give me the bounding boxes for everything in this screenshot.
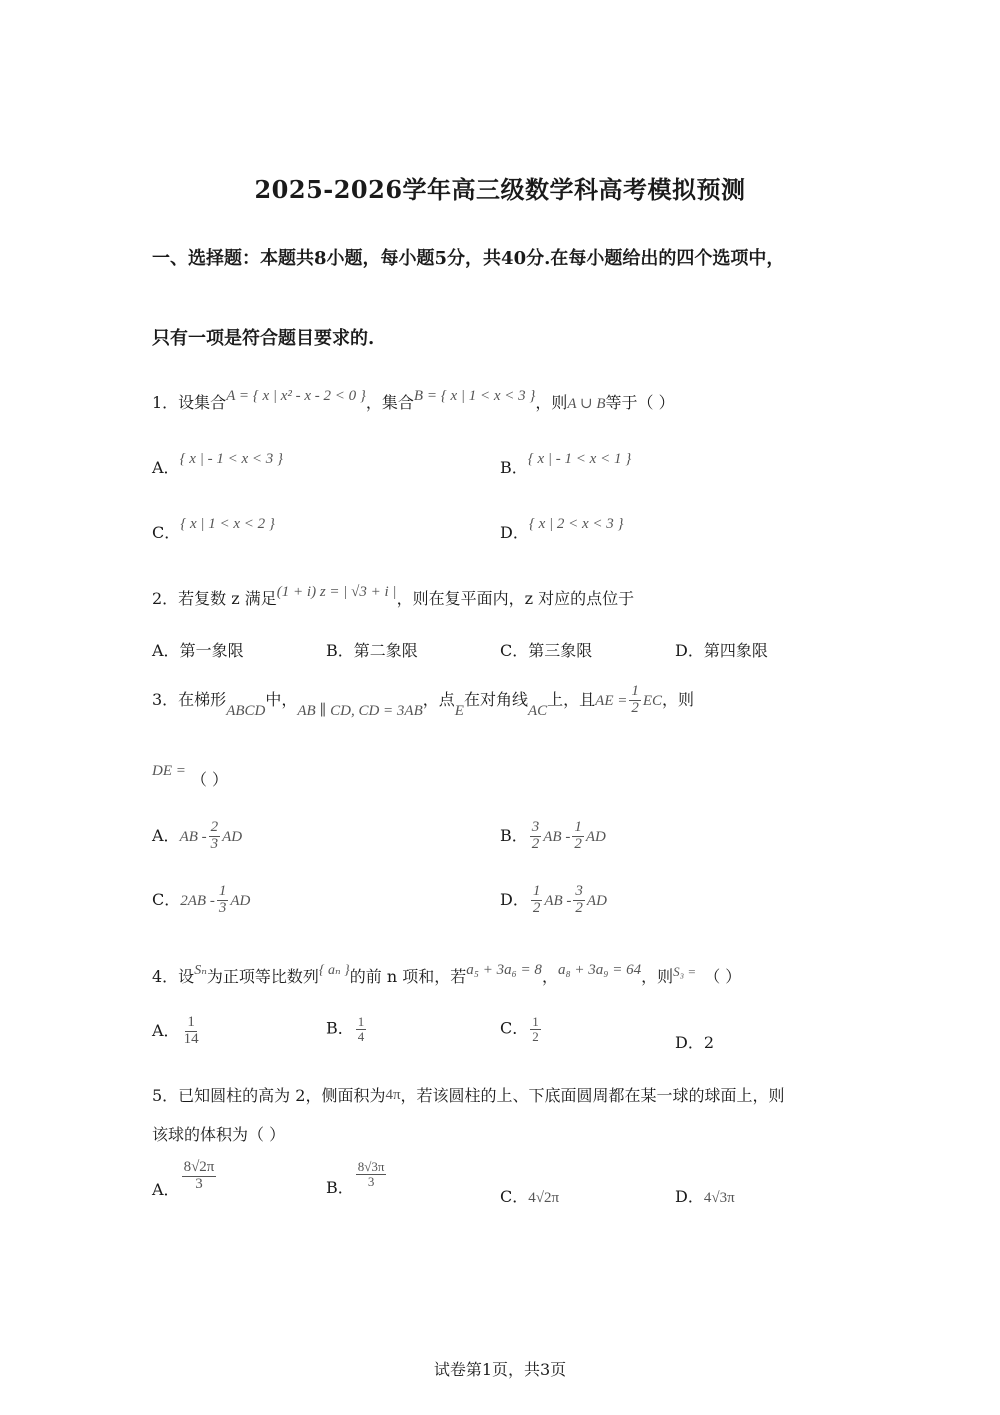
question-5-stem: 5．已知圆柱的高为 2，侧面积为4π，若该圆柱的上、下底面圆周都在某一球的球面上，则 — [152, 1086, 785, 1105]
question-3-stem: 3．在梯形ABCD中，AB ∥ CD, CD = 3AB，点E在对角线AC上，且AE = $\frac{1}{2}$ EC，则 — [152, 683, 695, 719]
question-5-option-d: D．4√3π — [675, 1187, 735, 1206]
question-1-stem: 1．设集合A = { x | x² - x - 2 < 0 }，集合B = { x | 1 < x < 3 }，则A ∪ B等于（ ） — [152, 388, 675, 412]
math-condition-1: a₅ + 3a₆ = 8 — [466, 962, 542, 978]
math-set-b: B = { x | 1 < x < 3 } — [413, 388, 536, 404]
question-3-stem-line2: DE = （ ） — [152, 763, 229, 789]
page-footer: 试卷第1页，共3页 — [433, 1360, 567, 1379]
question-3-option-c: C．2AB - $\frac{1}{3}$ AD — [152, 883, 251, 916]
question-4-option-c: C． $\frac{1}{2}$ — [500, 1014, 539, 1044]
question-2-option-c: C．第三象限 — [500, 641, 593, 660]
section-heading-line2: 只有一项是符合题目要求的. — [152, 328, 375, 349]
question-1-option-a: A．{ x | - 1 < x < 3 } — [152, 451, 283, 477]
question-5-stem-line2: 该球的体积为（ ） — [152, 1125, 286, 1144]
question-5-option-a: A． $\frac{8√2\pi}{3}$ — [152, 1159, 215, 1199]
page-title: 2025-2026学年高三级数学科高考模拟预测 — [254, 175, 746, 204]
question-2-option-d: D．第四象限 — [675, 641, 768, 660]
question-5-option-b: B． $\frac{8√3\pi}{3}$ — [326, 1159, 385, 1197]
math-complex-eq: (1 + i) z = | √3 + i | — [276, 584, 397, 600]
question-5-option-c: C．4√2π — [500, 1187, 560, 1206]
math-union: A ∪ B — [567, 396, 606, 412]
question-4-option-a: A． $\frac{1}{14}$ — [152, 1014, 199, 1047]
question-4-stem: 4．设Sₙ为正项等比数列{ aₙ }的前 n 项和，若a₅ + 3a₆ = 8，a₈ + 3a₉ = 64，则$^{S_3 =}$ （ ） — [152, 962, 742, 986]
question-4-option-d: D．2 — [675, 1033, 715, 1052]
math-condition: AB ∥ CD, CD = 3AB — [297, 702, 423, 719]
question-3-option-d: D． $\frac{1}{2}$ AB - $\frac{3}{2}$ AD — [500, 883, 607, 916]
question-1-option-d: D．{ x | 2 < x < 3 } — [500, 516, 624, 542]
section-heading-line1: 一、选择题：本题共8小题，每小题5分，共40分.在每小题给出的四个选项中， — [152, 248, 785, 269]
math-set-a: A = { x | x² - x - 2 < 0 } — [226, 388, 366, 404]
question-1-option-b: B．{ x | - 1 < x < 1 } — [500, 451, 632, 477]
question-2-option-a: A．第一象限 — [152, 641, 244, 660]
question-3-option-a: A．AB - $\frac{2}{3}$ AD — [152, 819, 243, 852]
question-2-option-b: B．第二象限 — [326, 641, 418, 660]
question-3-option-b: B． $\frac{3}{2}$ AB - $\frac{1}{2}$ AD — [500, 819, 606, 852]
question-1-option-c: C．{ x | 1 < x < 2 } — [152, 516, 275, 542]
math-condition-2: a₈ + 3a₉ = 64 — [557, 962, 642, 978]
question-2-stem: 2．若复数 z 满足(1 + i) z = | √3 + i |，则在复平面内，z 对应的点位于 — [152, 584, 635, 608]
question-4-option-b: B． $\frac{1}{4}$ — [326, 1014, 365, 1044]
